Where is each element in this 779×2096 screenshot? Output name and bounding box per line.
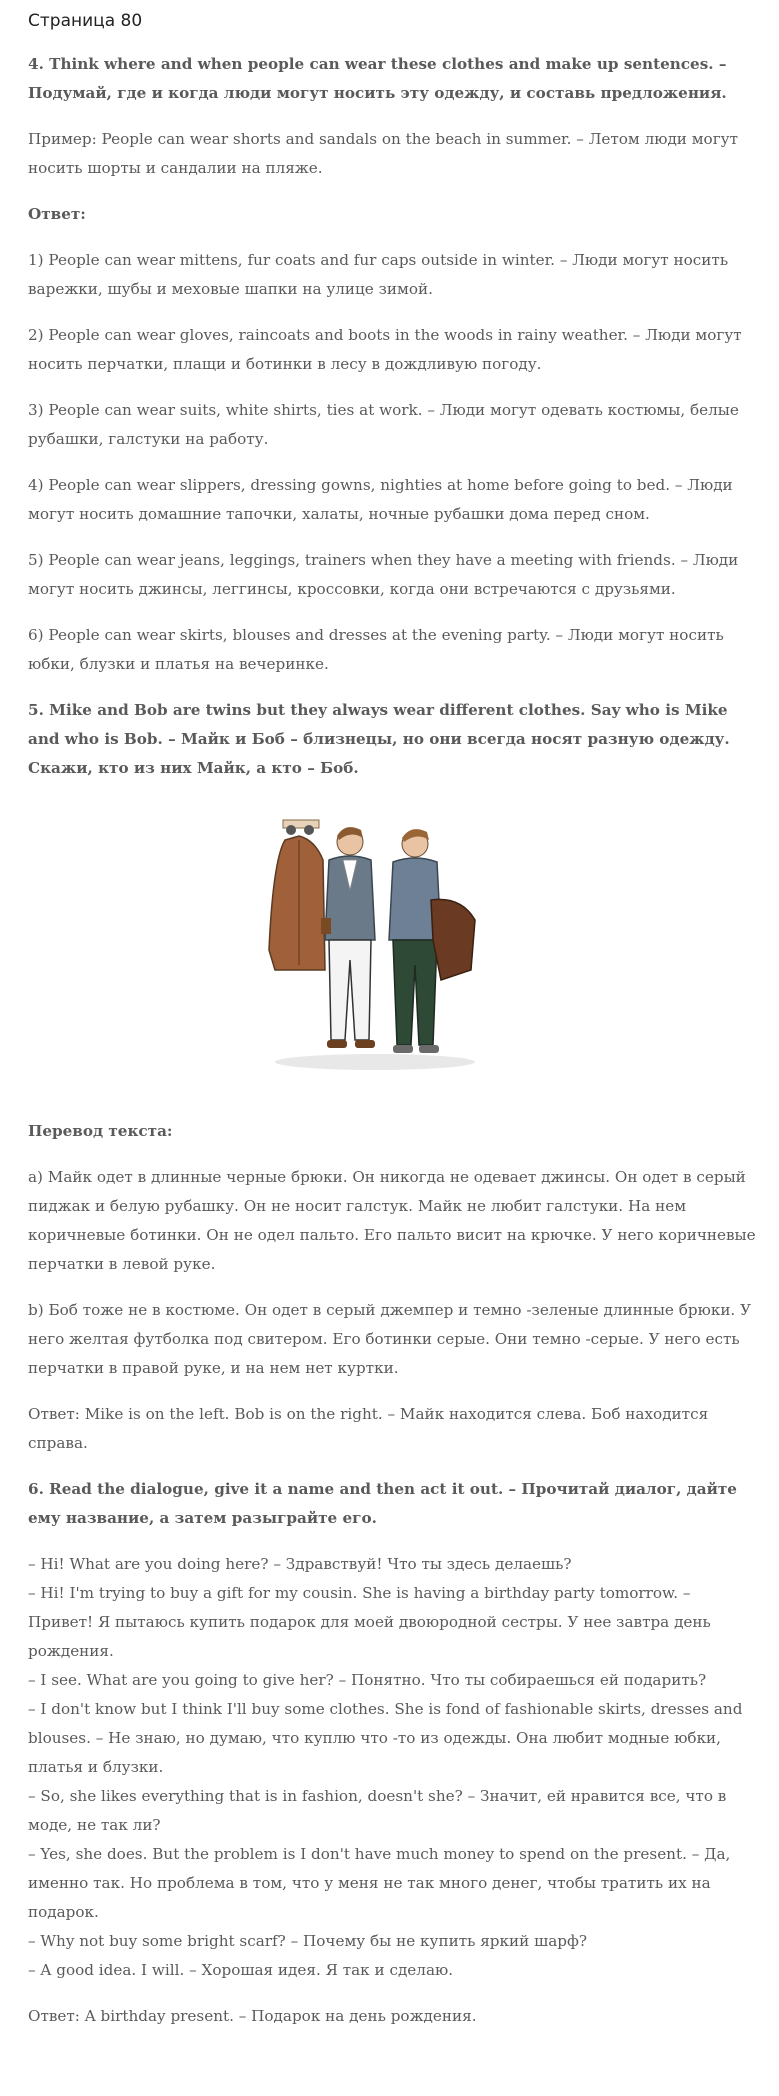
page-title: Страница 80: [28, 11, 143, 31]
task4-item-1: 1) People can wear mittens, fur coats and fur caps outside in winter. – Люди могут носить варежки, шубы и меховые шапки на улице зимой.: [28, 251, 729, 298]
task4-item-6: 6) People can wear skirts, blouses and dresses at the evening party. – Люди могут носить юбки, блузки и платья на вечеринке.: [28, 626, 724, 673]
dialog-line: – Hi! What are you doing here? – Здравствуй! Что ты здесь делаешь?: [28, 1555, 572, 1573]
task5-heading: 5. Mike and Bob are twins but they always wear different clothes. Say who is Mike and who is Bob. – Майк и Боб – близнецы, но они всегда носят разную одежду. Скажи, кто из них Майк, а кто – Боб.: [28, 701, 730, 777]
task6-dialog: [28, 1550, 756, 1985]
task6-answer: Ответ: A birthday present. – Подарок на день рождения.: [28, 2007, 477, 2025]
task4-example: Пример: People can wear shorts and sandals on the beach in summer. – Летом люди могут носить шорты и сандалии на пляже.: [28, 130, 738, 177]
dialog-line: – Hi! I'm trying to buy a gift for my cousin. She is having a birthday party tomorrow. – Привет! Я пытаюсь купить подарок для моей двоюродной сестры. У нее завтра день рождения.: [28, 1584, 711, 1660]
twins-drawing: [265, 800, 485, 1090]
dialog-line: – I see. What are you going to give her? – Понятно. Что ты собираешься ей подарить?: [28, 1671, 707, 1689]
dialog-line: – So, she likes everything that is in fashion, doesn't she? – Значит, ей нравится все, что в моде, не так ли?: [28, 1787, 727, 1834]
task6-heading: 6. Read the dialogue, give it a name and then act it out. – Прочитай диалог, дайте ему название, а затем разыграйте его.: [28, 1480, 737, 1527]
dialog-line: – Yes, she does. But the problem is I don't have much money to spend on the present. – Да, именно так. Но проблема в том, что у меня не так много денег, чтобы тратить их на подарок.: [28, 1845, 731, 1921]
task4-item-3: 3) People can wear suits, white shirts, ties at work. – Люди могут одевать костюмы, белые рубашки, галстуки на работу.: [28, 401, 739, 448]
task5-text-a: a) Майк одет в длинные черные брюки. Он никогда не одевает джинсы. Он одет в серый пиджак и белую рубашку. Он не носит галстук. Майк не любит галстуки. На нем коричневые ботинки. Он не одел пальто. Его пальто висит на крючке. У него коричневые перчатки в левой руке.: [28, 1168, 756, 1273]
dialog-line: – Why not buy some bright scarf? – Почему бы не купить яркий шарф?: [28, 1932, 588, 1950]
task4-heading: 4. Think where and when people can wear these clothes and make up sentences. – Подумай, где и когда люди могут носить эту одежду, и составь предложения.: [28, 55, 727, 102]
task5-translation-label: Перевод текста:: [28, 1122, 173, 1140]
task5-answer: Ответ: Mike is on the left. Bob is on the right. – Майк находится слева. Боб находится справа.: [28, 1405, 709, 1452]
twins-illustration: [28, 800, 756, 1100]
task5-text-b: b) Боб тоже не в костюме. Он одет в серый джемпер и темно -зеленые длинные брюки. У него желтая футболка под свитером. Его ботинки серые. Они темно -серые. У него есть перчатки в правой руке, и на нем нет куртки.: [28, 1301, 752, 1377]
dialog-line: – A good idea. I will. – Хорошая идея. Я так и сделаю.: [28, 1961, 454, 1979]
task4-answer-label: Ответ:: [28, 205, 86, 223]
dialog-line: – I don't know but I think I'll buy some clothes. She is fond of fashionable skirts, dresses and blouses. – Не знаю, но думаю, что куплю что -то из одежды. Она любит модные юбки, платья и блузки.: [28, 1700, 743, 1776]
task4-item-5: 5) People can wear jeans, leggings, trainers when they have a meeting with friends. – Люди могут носить джинсы, леггинсы, кроссовки, когда они встречаются с друзьями.: [28, 551, 739, 598]
task4-item-2: 2) People can wear gloves, raincoats and boots in the woods in rainy weather. – Люди могут носить перчатки, плащи и ботинки в лесу в дождливую погоду.: [28, 326, 742, 373]
task4-item-4: 4) People can wear slippers, dressing gowns, nighties at home before going to bed. – Люди могут носить домашние тапочки, халаты, ночные рубашки дома перед сном.: [28, 476, 733, 523]
